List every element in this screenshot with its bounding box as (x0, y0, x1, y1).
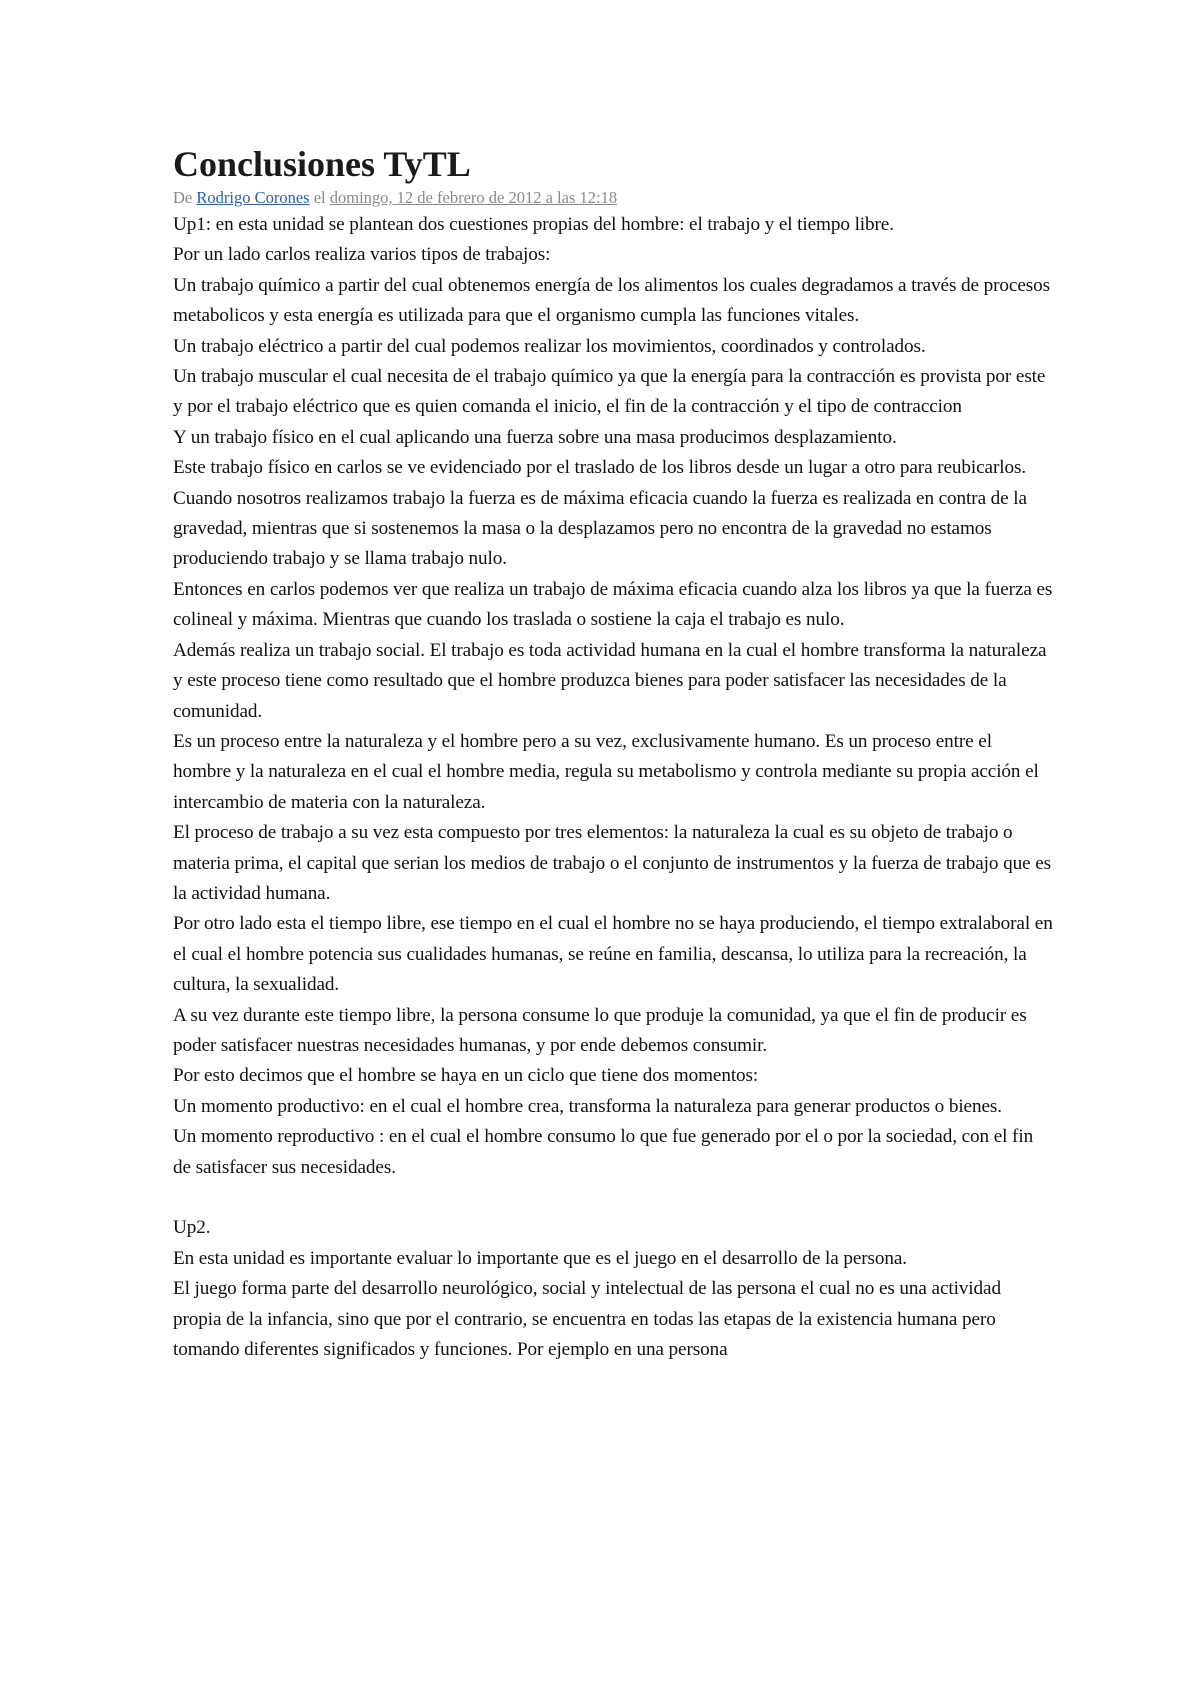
paragraph: Cuando nosotros realizamos trabajo la fuerza es de máxima eficacia cuando la fuerza es realizada en contra de la gravedad, mientras que si sostenemos la masa o la desplazamos pero no encontra de la gravedad no estamos produciendo trabajo y se llama trabajo nulo. (173, 487, 1027, 570)
paragraph: Además realiza un trabajo social. El trabajo es toda actividad humana en la cual el hombre transforma la naturaleza y este proceso tiene como resultado que el hombre produzca bienes para poder satisfacer las necesidades de la comunidad. (173, 639, 1047, 722)
paragraph: Entonces en carlos podemos ver que realiza un trabajo de máxima eficacia cuando alza los libros ya que la fuerza es colineal y máxima. Mientras que cuando los traslada o sostiene la caja el trabajo es nulo. (173, 578, 1053, 631)
date-link[interactable]: domingo, 12 de febrero de 2012 a las 12:18 (329, 188, 618, 207)
paragraph: Por otro lado esta el tiempo libre, ese tiempo en el cual el hombre no se haya produciendo, el tiempo extralaboral en el cual el hombre potencia sus cualidades humanas, se reúne en familia, descansa, lo utiliza para la recreación, la cultura, la sexualidad. (173, 913, 1053, 996)
paragraph: El juego forma parte del desarrollo neurológico, social y intelectual de las persona el cual no es una actividad propia de la infancia, sino que por el contrario, se encuentra en todas las etapas de la existencia humana pero tomando diferentes significados y funciones. Por ejemplo en una persona (173, 1278, 1001, 1361)
section-heading: Up2. (173, 1217, 211, 1239)
post-byline (173, 188, 1053, 208)
byline-prefix: De (173, 188, 193, 207)
paragraph: Un trabajo muscular el cual necesita de el trabajo químico ya que la energía para la contracción es provista por este y por el trabajo eléctrico que es quien comanda el inicio, el fin de la contracción y el tipo de contraccion (173, 366, 1046, 418)
paragraph: Un trabajo eléctrico a partir del cual podemos realizar los movimientos, coordinados y controlados. (173, 335, 926, 357)
paragraph: Por esto decimos que el hombre se haya en un ciclo que tiene dos momentos: (173, 1065, 759, 1087)
paragraph: Y un trabajo físico en el cual aplicando una fuerza sobre una masa producimos desplazamiento. (173, 426, 897, 448)
byline-connector: el (313, 188, 326, 207)
paragraph: Un momento productivo: en el cual el hombre crea, transforma la naturaleza para generar productos o bienes. (173, 1095, 1002, 1117)
paragraph: Este trabajo físico en carlos se ve evidenciado por el traslado de los libros desde un lugar a otro para reubicarlos. (173, 457, 1027, 479)
paragraph: En esta unidad es importante evaluar lo importante que es el juego en el desarrollo de la persona. (173, 1247, 907, 1269)
paragraph: A su vez durante este tiempo libre, la persona consume lo que produje la comunidad, ya que el fin de producir es poder satisfacer nuestras necesidades humanas, y por ende debemos consumir. (173, 1004, 1027, 1056)
paragraph: Por un lado carlos realiza varios tipos de trabajos: (173, 244, 551, 266)
paragraph: El proceso de trabajo a su vez esta compuesto por tres elementos: la naturaleza la cual es su objeto de trabajo o materia prima, el capital que serian los medios de trabajo o el conjunto de instrumentos y la fuerza de trabajo que es la actividad humana. (173, 822, 1051, 904)
paragraph: Un momento reproductivo : en el cual el hombre consumo lo que fue generado por el o por la sociedad, con el fin de satisfacer sus necesidades. (173, 1126, 1034, 1178)
author-link[interactable]: Rodrigo Corones (196, 188, 310, 207)
paragraph: Es un proceso entre la naturaleza y el hombre pero a su vez, exclusivamente humano. Es un proceso entre el hombre y la naturaleza en el cual el hombre media, regula su metabolismo y controla mediante su propia acción el intercambio de materia con la naturaleza. (173, 730, 1039, 813)
section-spacer (173, 1183, 1053, 1213)
post-body (173, 210, 1053, 1365)
paragraph: Un trabajo químico a partir del cual obtenemos energía de los alimentos los cuales degradamos a través de procesos metabolicos y esta energía es utilizada para que el organismo cumpla las funciones vitales. (173, 274, 1050, 327)
post-title: Conclusiones TyTL (173, 144, 471, 184)
document-page (173, 140, 1053, 1365)
paragraph: Up1: en esta unidad se plantean dos cuestiones propias del hombre: el trabajo y el tiempo libre. (173, 214, 894, 235)
